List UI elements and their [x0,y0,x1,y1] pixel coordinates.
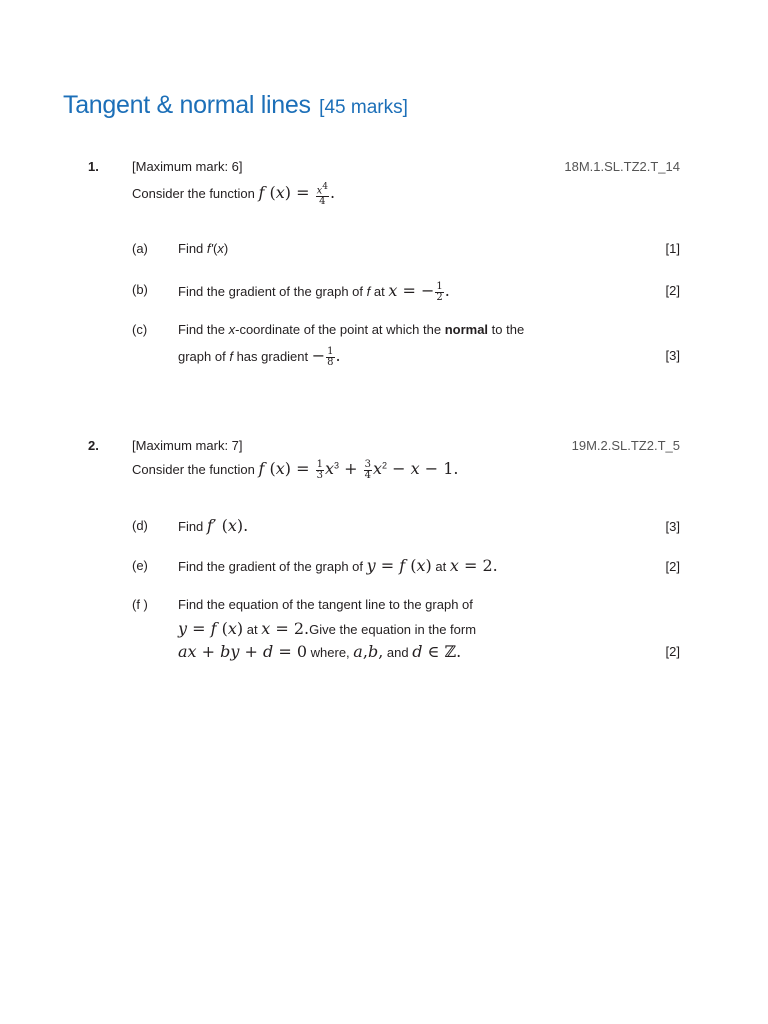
title-text: Tangent & normal lines [63,91,311,119]
page-title [63,91,408,120]
question-2-intro-text: Consider the function [132,462,255,477]
question-1-code: 18M.1.SL.TZ2.T_14 [564,159,680,174]
part-e-label: (e) [132,558,148,573]
question-1-number: 1. [88,159,99,174]
question-2-number: 2. [88,438,99,453]
part-d-text: Find f′ (x). [178,516,249,535]
part-b-text: Find the gradient of the graph of f at x = − $\frac{1}{2}$ . [178,281,450,304]
part-c-mark: [3] [665,348,680,363]
part-f-mark: [2] [665,644,680,659]
part-e-text: Find the gradient of the graph of y = f (x) at x = 2. [178,556,498,575]
part-d-label: (d) [132,518,148,533]
part-f-line-2: y = f (x) at x = 2.Give the equation in the form [178,619,477,638]
part-a-mark: [1] [665,241,680,256]
part-a-text: Find f'(x) [178,241,229,256]
part-f-line-1: Find the equation of the tangent line to the graph of [178,597,473,612]
part-f-label: (f ) [132,597,148,612]
question-2-code: 19M.2.SL.TZ2.T_5 [571,438,680,453]
part-c-line-1: Find the x-coordinate of the point at which the normal to the [178,322,525,337]
question-1-intro: Consider the function f (x) = $\frac{x^4}{4}$ . [132,182,336,208]
question-2-max-mark: [Maximum mark: 7] [132,438,243,453]
title-marks: [45 marks] [319,97,408,118]
part-f-line-3: ax + by + d = 0 where, a,b, and d ∈ ℤ. [178,642,462,661]
question-1-intro-text: Consider the function [132,186,255,202]
part-c-label: (c) [132,322,148,337]
part-b-mark: [2] [665,283,680,298]
part-b-label: (b) [132,282,148,297]
question-2-intro: Consider the function f (x) = $\frac{1}{3}$ $x^3$ + $\frac{3}{4}$ $x^2 - x - 1$. [132,459,459,482]
part-c-line-2: graph of f has gradient − $\frac{1}{8}$ . [178,346,341,369]
question-1-max-mark: [Maximum mark: 6] [132,159,243,174]
part-e-mark: [2] [665,559,680,574]
part-d-mark: [3] [665,519,680,534]
part-a-label: (a) [132,241,148,256]
